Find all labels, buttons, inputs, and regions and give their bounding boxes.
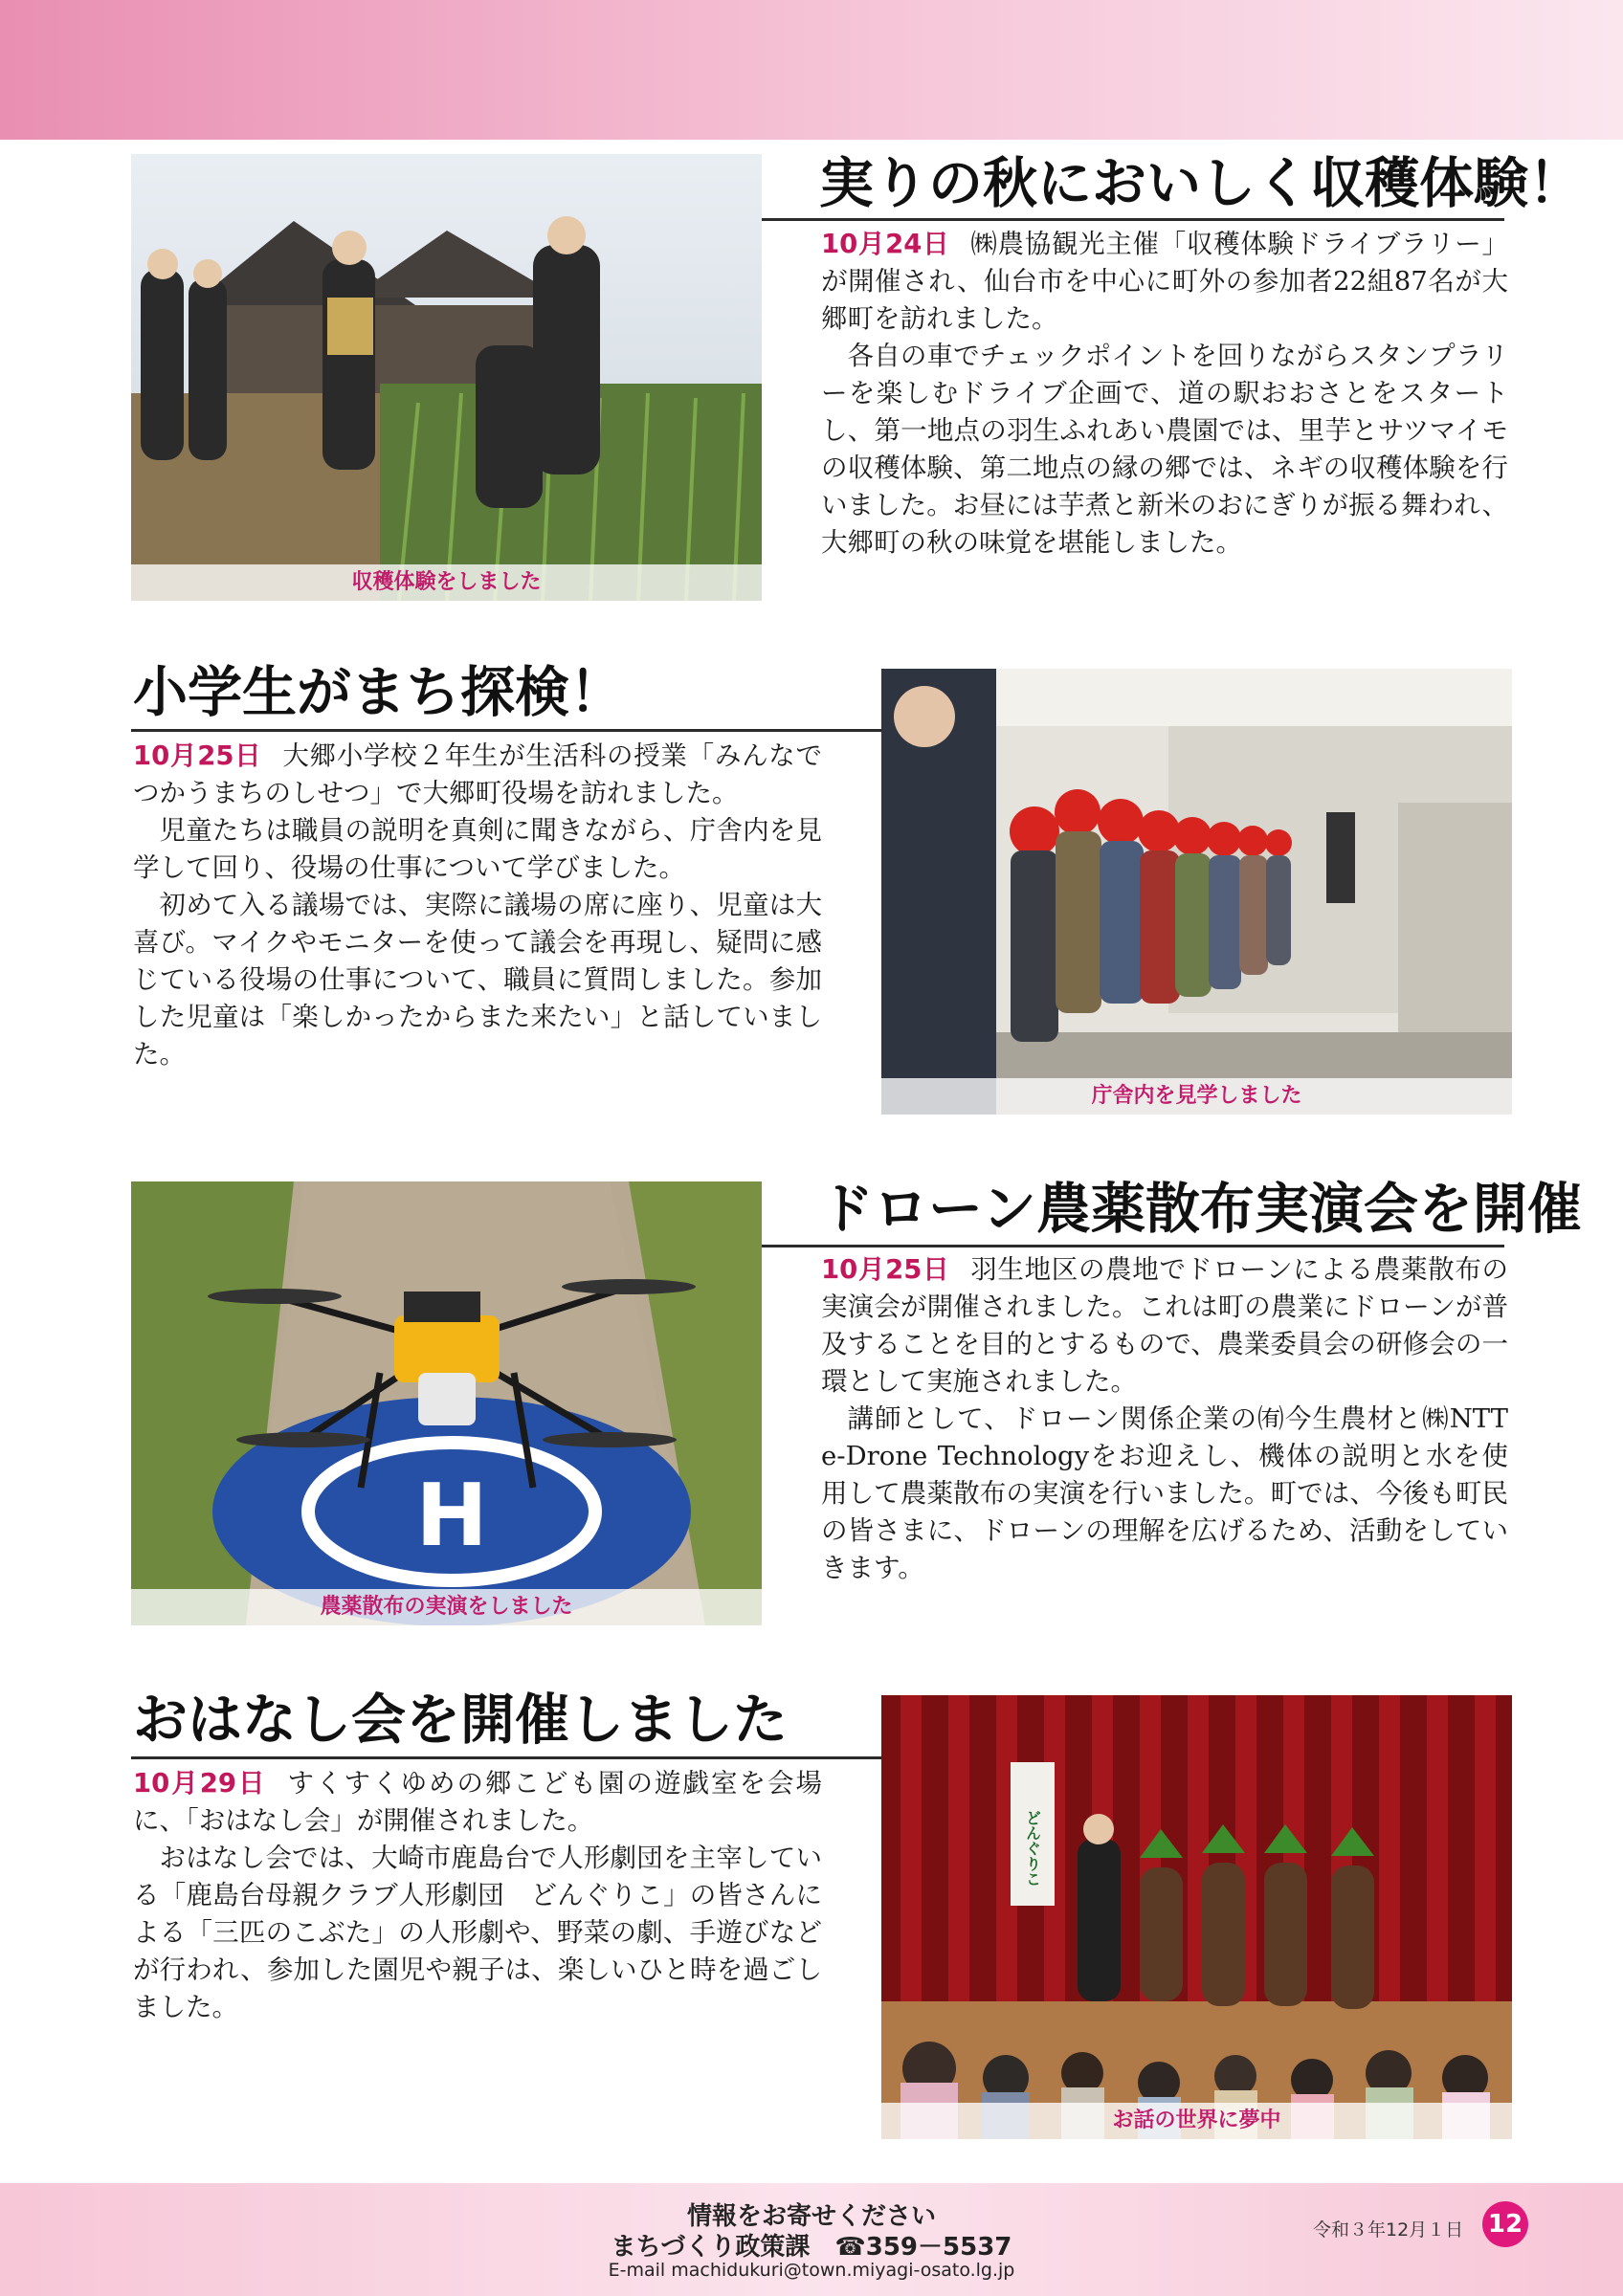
article-date: 10月25日 xyxy=(821,1254,950,1285)
article-paragraph: 10月24日 ㈱農協観光主催「収穫体験ドライブラリー」が開催され、仙台市を中心に町外の参加者22組87名が大郷町を訪れました。 xyxy=(821,229,1508,334)
article-paragraph: 10月25日 大郷小学校２年生が生活科の授業「みんなでつかうまちのしせつ」で大郷町役場を訪れました。 xyxy=(133,740,822,808)
footer-email: E-mail machidukuri@town.miyagi-osato.lg.jp xyxy=(608,2260,1015,2281)
photo-caption: 庁舎内を見学しました xyxy=(881,1078,1512,1115)
office-tour-scene-image xyxy=(881,669,1512,1115)
headline-rule xyxy=(762,218,1504,221)
page-number-badge: 12 xyxy=(1482,2201,1528,2247)
header-band xyxy=(0,0,1623,140)
footer-title: 情報をお寄せください xyxy=(686,2202,936,2231)
helipad-letter: H xyxy=(415,1466,488,1566)
article-headline: 実りの秋においしく収穫体験！ xyxy=(819,152,1583,215)
storytime-photo xyxy=(881,1695,1512,2139)
article-date: 10月29日 xyxy=(133,1768,267,1799)
article-headline: おはなし会を開催しました xyxy=(133,1689,788,1752)
article-date: 10月25日 xyxy=(133,740,262,771)
article-paragraph: 10月29日 すくすくゆめの郷こども園の遊戯室を会場に、「おはなし会」が開催されました。 xyxy=(133,1768,822,1836)
photo-caption: 農薬散布の実演をしました xyxy=(131,1589,762,1625)
article-date: 10月24日 xyxy=(821,229,950,259)
headline-rule xyxy=(131,1756,881,1759)
storytime-scene-image xyxy=(881,1695,1512,2139)
photo-caption: 収穫体験をしました xyxy=(131,564,762,601)
harvest-scene-image xyxy=(131,154,762,601)
article-paragraph: 児童たちは職員の説明を真剣に聞きながら、庁舎内を見学して回り、役場の仕事について学びました。 xyxy=(133,815,822,883)
article-paragraph: おはなし会では、大崎市鹿島台で人形劇団を主宰している「鹿島台母親クラブ人形劇団 どんぐりこ」の皆さんによる「三匹のこぶた」の人形劇や、野菜の劇、手遊びなどが行われ、参加した園児や親子は、楽しいひと時を過ごしました。 xyxy=(133,1843,822,2022)
office-tour-photo xyxy=(881,669,1512,1115)
article-body xyxy=(133,1765,822,2026)
harvest-photo xyxy=(131,154,762,601)
article-body xyxy=(133,738,822,1073)
article-paragraph: 10月25日 羽生地区の農地でドローンによる農薬散布の実演会が開催されました。これは町の農業にドローンが普及することを目的とするもので、農業委員会の研修会の一環として実施されました。 xyxy=(821,1254,1508,1397)
article-paragraph: 初めて入る議場では、実際に議場の席に座り、児童は大喜び。マイクやモニターを使って議会を再現し、疑問に感じている役場の仕事について、職員に質問しました。参加した児童は「楽しかったからまた来たい」と話していました。 xyxy=(133,890,822,1070)
photo-caption: お話の世界に夢中 xyxy=(881,2103,1512,2139)
headline-rule xyxy=(762,1245,1504,1247)
drone-photo xyxy=(131,1181,762,1625)
article-headline: 小学生がまち探検！ xyxy=(133,661,624,724)
article-paragraph: 講師として、ドローン関係企業の㈲今生農材と㈱NTT e-Drone Technologyをお迎えし、機体の説明と水を使用して農薬散布の実演を行いました。町では、今後も町民の皆さまに、ドローンの理解を広げるため、活動をしていきます。 xyxy=(821,1403,1508,1583)
banner-text: どんぐりこ xyxy=(1023,1810,1042,1887)
article-body xyxy=(821,1251,1508,1587)
issue-date: 令和３年12月１日 xyxy=(1313,2219,1464,2241)
footer-department-phone: まちづくり政策課 ☎359－5537 xyxy=(611,2233,1012,2262)
article-paragraph: 各自の車でチェックポイントを回りながらスタンプラリーを楽しむドライブ企画で、道の駅おおさとをスタートし、第一地点の羽生ふれあい農園では、里芋とサツマイモの収穫体験、第二地点の縁の郷では、ネギの収穫体験を行いました。お昼には芋煮と新米のおにぎりが振る舞われ、大郷町の秋の味覚を堪能しました。 xyxy=(821,341,1508,558)
headline-rule xyxy=(131,729,881,732)
article-headline: ドローン農薬散布実演会を開催 xyxy=(819,1178,1582,1241)
drone-scene-image xyxy=(131,1181,762,1625)
article-body xyxy=(821,226,1508,562)
